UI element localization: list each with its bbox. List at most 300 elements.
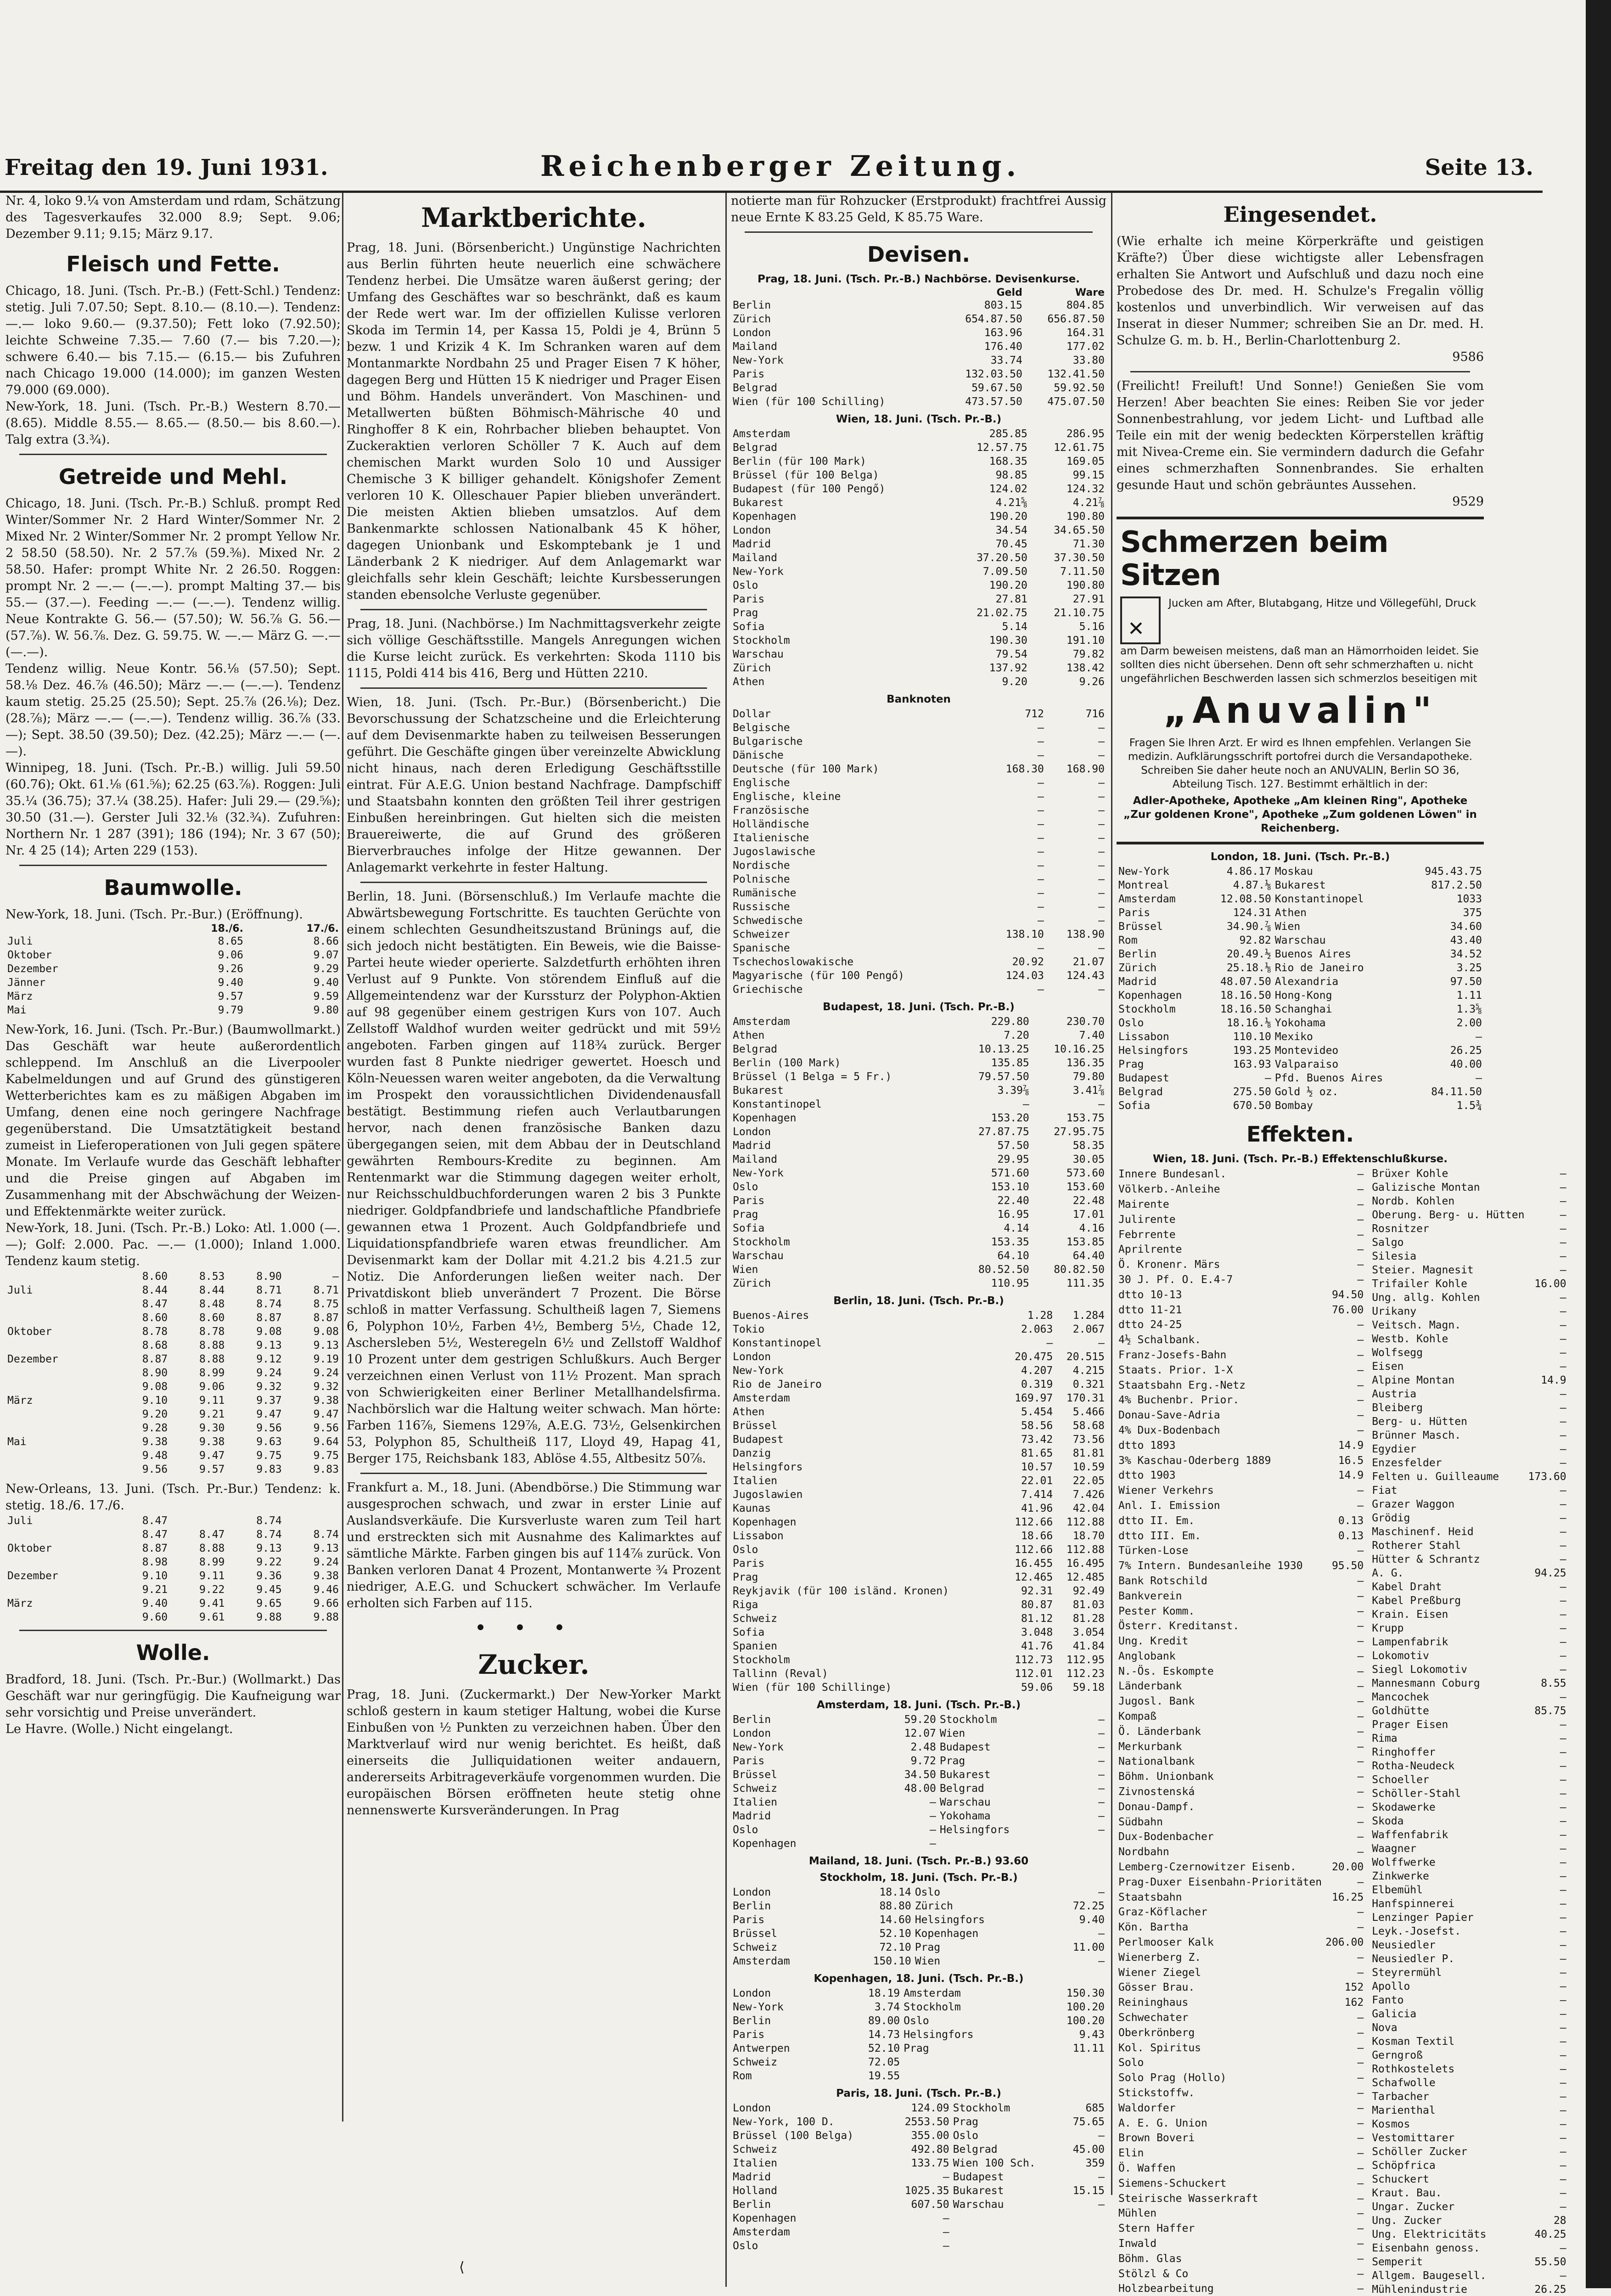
row-label: Goldhütte [1372,1705,1429,1717]
table-row [1117,1287,1365,1302]
row-label [6,1407,112,1421]
table-row [731,1557,1106,1570]
cell-value: 8.68 [142,1339,168,1351]
row-label: Amsterdam [733,1016,790,1028]
cell-value: — [1357,1168,1364,1181]
cell-value: 132.03.50 [965,368,1022,380]
cell-value: 33.80 [1072,355,1105,366]
cell-value: 59.67.50 [971,382,1022,394]
column-1 [6,193,341,2089]
cell-value: 124.43 [1066,970,1105,982]
table-row [1370,1580,1568,1594]
cell-value: 9.60 [142,1611,168,1623]
table-row [1117,1362,1365,1378]
row-label: Berlin [733,1714,771,1726]
table-row [1370,1373,1568,1387]
cell-value: — [1357,1816,1364,1828]
table-row [731,1913,1106,1927]
cell-value: 1025.35 [904,2185,949,2197]
row-label: Amsterdam [733,1392,790,1404]
row-label: New-York [733,2001,784,2013]
row-label: Kopenhagen [1118,990,1182,1002]
table-row [1117,1182,1365,1197]
cell-value: 7.20 [1004,1030,1029,1041]
table-row [1117,1044,1484,1058]
row-label [951,2212,1061,2225]
table-row [1370,2062,1568,2076]
cell-value: 9.20 [142,1408,168,1420]
cell-value: — [1560,1595,1566,1607]
row-label: Dezember [7,963,58,975]
cell-value: — [1357,1665,1364,1677]
cell-value: 8.44 [199,1284,225,1296]
table-row [6,1463,341,1476]
divider [360,882,707,883]
cell-value: 3.74 [874,2001,900,2013]
cell-value: 100.20 [1066,2001,1105,2013]
table-row [6,1542,341,1555]
row-label: Jugosl. Bank [1118,1695,1195,1708]
row-label: Febrrente [1118,1228,1176,1241]
row-label: März [7,1598,33,1609]
row-label [6,1311,112,1325]
cell-value: — [1098,1741,1105,1753]
cell-value: 57.50 [997,1140,1029,1152]
cell-value: — [1560,2063,1566,2075]
cell-value: 9.10 [142,1395,168,1407]
row-label: Lemberg-Czernowitzer Eisenb. [1118,1861,1297,1874]
row-label: Warschau [733,648,784,660]
cell-value: 19.55 [868,2070,900,2082]
table-row [1370,1856,1568,1869]
cell-value: 12.61.75 [1054,442,1105,454]
table-row [1370,1553,1568,1566]
cell-value: 9.46 [313,1584,339,1596]
cell-value: 136.35 [1066,1057,1105,1069]
table-body [6,1514,341,1624]
cell-value: 8.74 [256,1515,282,1527]
row-label: März [7,1395,33,1407]
cell-value: 8.66 [313,935,339,947]
table-row [731,817,1106,831]
row-label: Jugoslawische [733,846,816,858]
table-body [731,427,1106,689]
table-row [1370,1387,1568,1401]
table-row [1370,1594,1568,1608]
row-label: Paris [733,2029,765,2041]
cell-value: 573.60 [1066,1167,1105,1179]
cell-value: 135.85 [991,1057,1029,1069]
table-row [731,2225,1106,2239]
row-label: Spanische [733,942,790,954]
table-row [6,1297,341,1311]
table-row [1370,1704,1568,1718]
cell-value: — [929,1838,936,1850]
row-label: Jänner [7,977,46,989]
table-row [1117,1664,1365,1679]
row-label: Neusiedler P. [1372,1953,1455,1965]
cell-value: 21.02.75 [977,607,1027,619]
row-label: Reykjavik (für 100 isländ. Kronen) [733,1585,949,1597]
row-label: Galicia [1372,2008,1417,2020]
cell-value: 92.82 [1239,934,1271,946]
row-label: Brüssel (100 Belga) [733,2130,854,2142]
cell-value: 190.80 [1066,511,1105,523]
cell-value: 9.13 [313,1339,339,1351]
cell-value: 92.31 [1021,1585,1053,1597]
table-row [1370,1249,1568,1263]
cell-value: 80.87 [1021,1599,1053,1611]
table-row [1370,1677,1568,1690]
row-label: Deutsche (für 100 Mark) [733,763,879,775]
cell-value: — [1560,1870,1566,1882]
row-label: Madrid [733,538,771,550]
row-label: Vestomittarer [1372,2132,1455,2144]
cell-value: — [1560,1250,1566,1262]
table-row [731,2212,1106,2225]
cell-value: — [1560,1485,1566,1497]
ny2-table [6,1270,341,1476]
row-label: Schweiz [733,2144,777,2155]
table-row [1117,1513,1365,1528]
row-label: Dänische [733,749,784,761]
cell-value: — [1357,2192,1364,2205]
table-row [1117,2236,1365,2251]
table-row [731,2143,1106,2156]
cell-value: 9.63 [256,1436,282,1448]
row-label: New-York [733,1167,784,1179]
table-row [731,1653,1106,1667]
row-label: Tokio [733,1323,765,1335]
row-label: Mühlen [1118,2207,1157,2220]
table-row [731,1598,1106,1612]
table-row [731,845,1106,859]
cell-value: — [1357,2012,1364,2024]
table-row [731,1837,1106,1851]
cell-value: 40.00 [1450,1058,1482,1070]
cell-value: — [1038,722,1044,734]
row-label: Gold ½ oz. [1274,1086,1339,1098]
cell-value: — [1560,1829,1566,1841]
cell-value: — [1560,1843,1566,1855]
cell-value: 40.25 [1534,2228,1566,2240]
table-row [1117,1483,1365,1498]
table-row [1370,1222,1568,1236]
cell-value: — [1098,915,1105,927]
row-label: Juli [7,1515,33,1527]
table-row [6,1283,341,1297]
table-row [1117,1814,1365,1829]
cell-value: — [1357,1756,1364,1768]
table-row [731,620,1106,634]
row-label: Mailand [733,1154,777,1165]
row-label: Lissabon [1118,1031,1169,1043]
table-row [1117,989,1484,1002]
row-label [6,1463,112,1476]
row-label: 7% Intern. Bundesanleihe 1930 [1118,1560,1303,1572]
table-row [731,340,1106,354]
cell-value: — [1560,1691,1566,1703]
row-label: Wien [1274,921,1301,933]
cell-value: 945.43.75 [1425,866,1482,878]
table-row [731,1667,1106,1681]
cell-value: 163.93 [1233,1058,1271,1070]
row-label: Tschechoslowakische [733,956,854,968]
cell-value: — [1560,1898,1566,1910]
table-row [1117,1754,1365,1769]
cell-value: — [1560,1498,1566,1510]
table-row [1370,1484,1568,1497]
table-row [731,298,1106,312]
row-label: Belgrad [733,442,777,454]
amsterdam-head: Amsterdam, 18. Juni. (Tsch. Pr.-B.) [816,1699,1021,1711]
row-label: Oslo [915,1886,941,1898]
table-row [1117,906,1484,920]
table-row [731,2069,1106,2083]
cell-value: — [1560,1760,1566,1772]
cell-value: 22.05 [1072,1475,1105,1487]
table-row [6,1435,341,1449]
cell-value [1086,1837,1106,1851]
row-label: Danzig [733,1447,771,1459]
row-label: Mexiko [1274,1031,1313,1043]
cell-value: 20.515 [1066,1351,1105,1363]
row-label: Marienthal [1372,2105,1436,2116]
table-row [6,962,341,976]
table-row [731,565,1106,579]
row-label: Prager Eisen [1372,1719,1448,1731]
cell-value: 64.10 [997,1250,1029,1262]
row-label: Budapest [939,1741,991,1753]
cell-value: — [1560,2091,1566,2103]
row-label: dtto 1893 [1118,1439,1176,1452]
row-label: Siegl Lokomotiv [1372,1664,1467,1676]
cell-value: 10.13.25 [978,1043,1029,1055]
table-row [731,482,1106,496]
table-row [731,395,1106,409]
row-label: Rio de Janeiro [1274,962,1364,974]
cell-value: 9.19 [313,1353,339,1365]
ad-brand: „Anuvalin" [1163,690,1437,732]
table-row [731,1754,1106,1768]
row-label: Russische [733,901,790,913]
table-row [1117,1543,1365,1559]
cell-value: — [1560,1581,1566,1593]
table-row [731,735,1106,748]
row-label: dtto 10-13 [1118,1289,1182,1301]
table-row [731,1180,1106,1194]
cell-value: — [1038,777,1044,789]
table-row [1370,1842,1568,1856]
cell-value [284,1514,341,1528]
cell-value: — [1357,1545,1364,1557]
cell-value: — [943,2240,949,2252]
cell-value: 7.11.50 [1060,566,1105,578]
table-row [1117,1890,1365,1905]
cell-value: 33.74 [990,355,1022,366]
table-body [731,1885,1106,1968]
neworleans-table [6,1514,341,1624]
cell-value: — [1357,1740,1364,1753]
table-row [731,1740,1106,1754]
cell-value: 14.9 [1541,1374,1566,1386]
cell-value: 9.88 [256,1611,282,1623]
table-row [1117,1348,1365,1363]
table-row [1370,1621,1568,1635]
cell-value: 76.00 [1331,1304,1364,1316]
cell-value: — [1038,915,1044,927]
cell-value: — [1560,2118,1566,2130]
cell-value: 58.56 [1021,1420,1053,1432]
row-label: Hanfspinnerei [1372,1898,1455,1910]
cell-value: 3.41⅞ [1072,1085,1105,1097]
row-label: Aprilrente [1118,1244,1182,1256]
row-label: Polnische [733,873,790,885]
table-row [6,1407,341,1421]
cell-value: — [1560,1292,1566,1304]
cell-value: 286.95 [1066,428,1105,440]
row-label: Juli [7,1284,33,1296]
table-row [731,2115,1106,2129]
row-label: Prag [733,607,758,619]
table-row [1117,1227,1365,1242]
cell-value: — [1357,1394,1364,1407]
row-label: Holzbearbeitung [1118,2283,1214,2295]
cell-value: — [1560,1967,1566,1979]
column-header [6,923,150,934]
row-label: Stockholm [1118,1003,1176,1015]
cell-value: — [1357,1831,1364,1843]
row-label: Gösser Brau. [1118,1981,1195,1994]
row-label: Kosmos [1372,2118,1410,2130]
cell-value: 229.80 [991,1016,1029,1028]
cell-value: 41.96 [1021,1503,1053,1514]
cell-value: — [1357,1725,1364,1738]
cell-value: 8.88 [199,1542,225,1554]
row-label: Mancochek [1372,1691,1429,1703]
table-row [1370,2214,1568,2228]
cell-value: — [1560,2173,1566,2185]
cell-value: — [1560,1416,1566,1428]
row-label: Brüssel [733,1928,777,1940]
cell-value: 9.08 [142,1381,168,1393]
row-label: Oslo [733,580,758,591]
row-label: Warschau [1274,934,1326,946]
cell-value [1061,2225,1106,2239]
cell-value: 9.41 [199,1598,225,1609]
table-row [731,496,1106,510]
table-row [1370,1993,1568,2007]
row-label: Berg- u. Hütten [1372,1416,1467,1428]
cell-value: — [1357,1876,1364,1888]
row-label: Berlin [733,2199,771,2211]
effekten-table-left [1117,1167,1365,2296]
row-label: Wienerberg Z. [1118,1951,1201,1964]
row-label: Skoda [1372,1815,1404,1827]
cell-value: — [1357,1228,1364,1241]
cell-value: — [1357,1786,1364,1798]
table-row [731,2170,1106,2184]
row-label: Amsterdam [1118,893,1176,905]
ad-number: 9586 [1452,350,1484,364]
table-row [1117,1453,1365,1468]
row-label: Julirente [1118,1213,1176,1226]
row-label [951,2225,1061,2239]
row-label: Kraut. Bau. [1372,2187,1442,2199]
cell-value: 9.11 [199,1570,225,1582]
row-label: Schweiz [733,1613,777,1625]
row-label: Bukarest [939,1769,991,1781]
mailand-label: Mailand, 18. Juni. (Tsch. Pr.-B.) [808,1855,992,1867]
table-row [731,1502,1106,1515]
cell-value: — [1560,1801,1566,1813]
table-row [731,914,1106,928]
cell-value: 190.30 [989,635,1027,647]
row-label: Rom [1118,934,1138,946]
cell-value: 4.215 [1072,1365,1105,1377]
table-row [1117,1995,1365,2010]
cell-value: 89.00 [868,2015,900,2027]
row-label: Wien [733,1264,758,1276]
table-row [731,367,1106,381]
row-label: Oberkrönberg [1118,2026,1195,2039]
page-header [0,149,1543,193]
row-label: Perlmooser Kalk [1118,1936,1214,1949]
cell-value: 7.426 [1072,1489,1105,1501]
header-date: Freitag den 19. Juni 1931. [5,155,328,180]
table-row [1117,1588,1365,1604]
row-label: London [733,327,771,339]
cell-value: 14.60 [879,1914,911,1926]
prag-devisen-head: Prag, 18. Juni. (Tsch. Pr.-B.) Nachbörse. Devisenkurse. [758,273,1080,285]
table-row [1370,1801,1568,1814]
cell-value: 153.20 [991,1112,1029,1124]
table-row [731,1419,1106,1433]
cell-value: 59.18 [1072,1682,1105,1694]
cell-value: 206.00 [1325,1936,1364,1949]
section-title-wolle: Wolle. [136,1640,210,1665]
cell-value: 8.88 [199,1353,225,1365]
table-body [1370,1167,1568,2296]
table-row [1370,2007,1568,2021]
cell-value: 58.68 [1072,1420,1105,1432]
cell-value: — [1038,860,1044,872]
table-row [1117,1724,1365,1739]
table-body [1117,865,1484,1113]
cell-value: — [943,2226,949,2238]
table-row [1117,1302,1365,1317]
table-row [1370,1360,1568,1373]
cell-value: 804.85 [1066,299,1105,311]
article-prag-boerse: Prag, 18. Juni. (Börsenbericht.) Ungünstige Nachrichten aus Berlin führten heute neuerlich eine schwächere Tendenz herbei. Die Umsätze waren äußerst gering; der Umfang des Geschäftes war so beschränkt, daß es kaum der Rede wert war. Im der offiziellen Kulisse verloren Skoda im Termin 14, per Kassa 15, Poldi je 4, Brünn 5 bezw. 1 und Krizik 4 K. Im Schranken waren auf dem Montanmarkte Nordbahn 25 und Prager Eisen 7 K höher, dagegen Berg und Hütten 15 K niedriger und Prager Eisen und Böhm. Handels unverändert. Von Maschinen- und Metallwerten büßten Böhmisch-Mährische 40 und Ringhoffer 8 K ein, Rohrbacher blieben behauptet. Von Zuckeraktien verloren Schöller 7 K. Auch auf dem chemischen Markt wurden Solo 10 und Aussiger Chemische 3 K billiger gehandelt. Königshofer Zement verloren 10 K. Olleschauer Papier blieben unverändert. Die meisten Aktien blieben umsatzlos. Auf dem Bankenmarkte schlossen Nationalbank 45 K höher, dagegen Unionbank und Eskomptebank je 1 und Länderbank 2 K niedriger. Auf dem Anlagemarkt war gleichfalls sehr klein Geschäft; leichte Kursbesserungen standen ebensolche Verluste gegenüber. [347,241,721,602]
row-label: Anglobank [1118,1650,1176,1662]
cell-value: — [1357,1846,1364,1858]
row-label: Ung. Elektricitäts [1372,2228,1487,2240]
cell-value: 41.84 [1072,1640,1105,1652]
cell-value: — [1357,1951,1364,1964]
cell-value: 9.83 [256,1463,282,1475]
section-title-devisen: Devisen. [867,242,970,267]
table-row [6,1366,341,1380]
table-body [731,707,1106,996]
row-label [938,1837,1086,1851]
cell-value: 2.063 [1021,1323,1053,1335]
table-row [1370,1773,1568,1787]
table-row [1117,1242,1365,1257]
row-label: Schöpfrica [1372,2160,1436,2172]
row-label: Inwald [1118,2237,1157,2250]
table-body [731,1986,1106,2083]
